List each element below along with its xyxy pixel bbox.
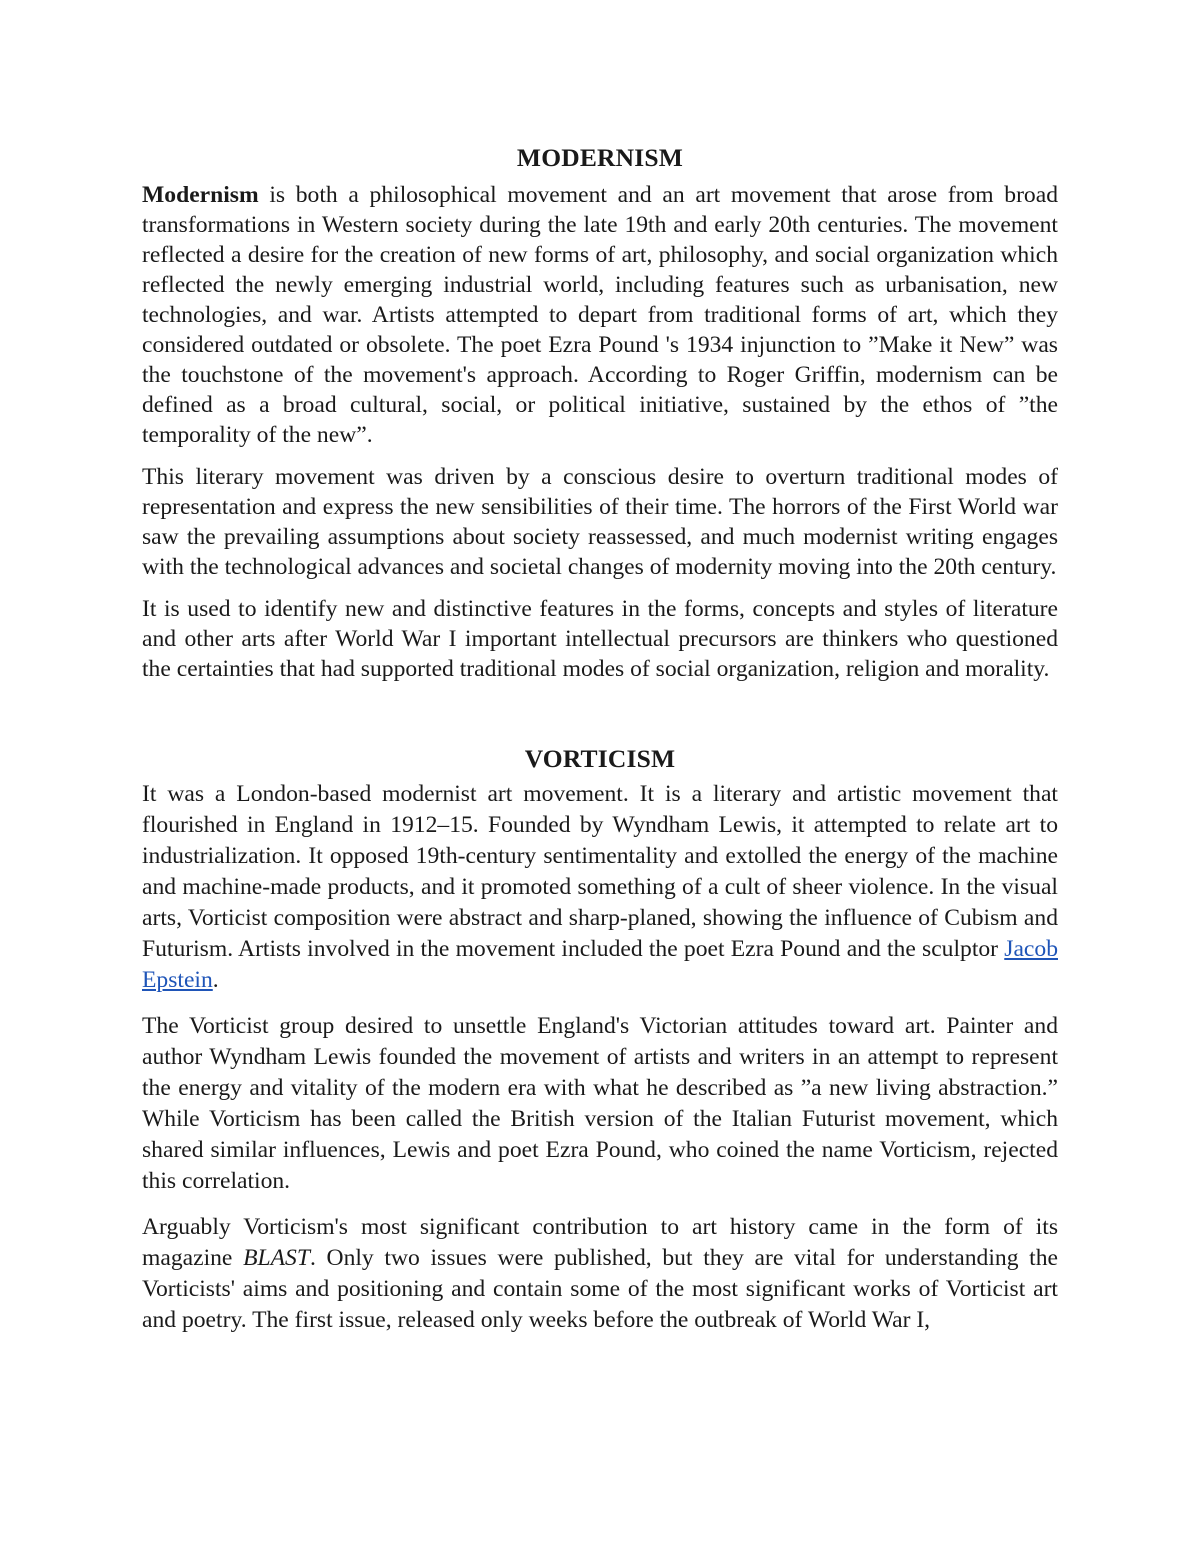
link-jacob-epstein[interactable]: Jacob Epstein [142,936,1058,993]
heading-vorticism: VORTICISM [524,744,676,773]
paragraph-vorticism-intro [142,779,1058,996]
paragraph-modernism-definition [142,180,1058,450]
magazine-title-blast: BLAST [243,1245,310,1271]
paragraph-text: is both a philosophical movement and an art movement that arose from broad transformations in Western society during the late 19th and early 20th centuries. The movement reflected a desire for the creation of new forms of art, philosophy, and social organization which reflected the newly emerging industrial world, including features such as urbanisation, new technologies, and war. Artists attempted to depart from traditional forms of art, which they considered outdated or obsolete. The poet Ezra Pound 's 1934 injunction to ”Make it New” was the touchstone of the movement's approach. According to Roger Griffin, modernism can be defined as a broad cultural, social, or political initiative, sustained by the ethos of ”the temporality of the new”. [142,182,1058,448]
paragraph-literary-movement: This literary movement was driven by a conscious desire to overturn traditional modes of representation and express the new sensibilities of their time. The horrors of the First World war saw the prevailing assumptions about society reassessed, and much modernist writing engages with the technological advances and societal changes of modernity moving into the 20th century. [142,464,1058,580]
section-vorticism [142,779,1058,1336]
paragraph-text-cont: . Only two issues were published, but they are vital for understanding the Vorticists' aims and positioning and contain some of the most significant works of Vorticist art and poetry. The first issue, released only weeks before the outbreak of World War I, [142,1245,1058,1333]
paragraph-features: It is used to identify new and distinctive features in the forms, concepts and styles of literature and other arts after World War I important intellectual precursors are thinkers who questioned the certainties that had supported traditional modes of social organization, religion and morality. [142,596,1058,682]
term-modernism: Modernism [142,182,259,208]
paragraph-text: Arguably Vorticism's most significant contribution to art history came in the form of its magazine [142,1214,1058,1271]
paragraph-blast-magazine [142,1212,1058,1336]
heading-modernism: MODERNISM [516,143,684,172]
paragraph-vorticist-group: The Vorticist group desired to unsettle England's Victorian attitudes toward art. Painter and author Wyndham Lewis founded the movement of artists and writers in an attempt to represent the energy and vitality of the modern era with what he described as ”a new living abstraction.” While Vorticism has been called the British version of the Italian Futurist movement, which shared similar influences, Lewis and poet Ezra Pound, who coined the name Vorticism, rejected this correlation. [142,1013,1058,1194]
paragraph-end: . [212,967,219,993]
paragraph-text: It was a London-based modernist art movement. It is a literary and artistic movement that flourished in England in 1912–15. Founded by Wyndham Lewis, it attempted to relate art to industrialization. It opposed 19th-century sentimentality and extolled the energy of the machine and machine-made products, and it promoted something of a cult of sheer violence. In the visual arts, Vorticist composition were abstract and sharp-planed, showing the influence of Cubism and Futurism. Artists involved in the movement included the poet Ezra Pound and the sculptor [142,781,1058,962]
section-modernism [142,180,1058,684]
